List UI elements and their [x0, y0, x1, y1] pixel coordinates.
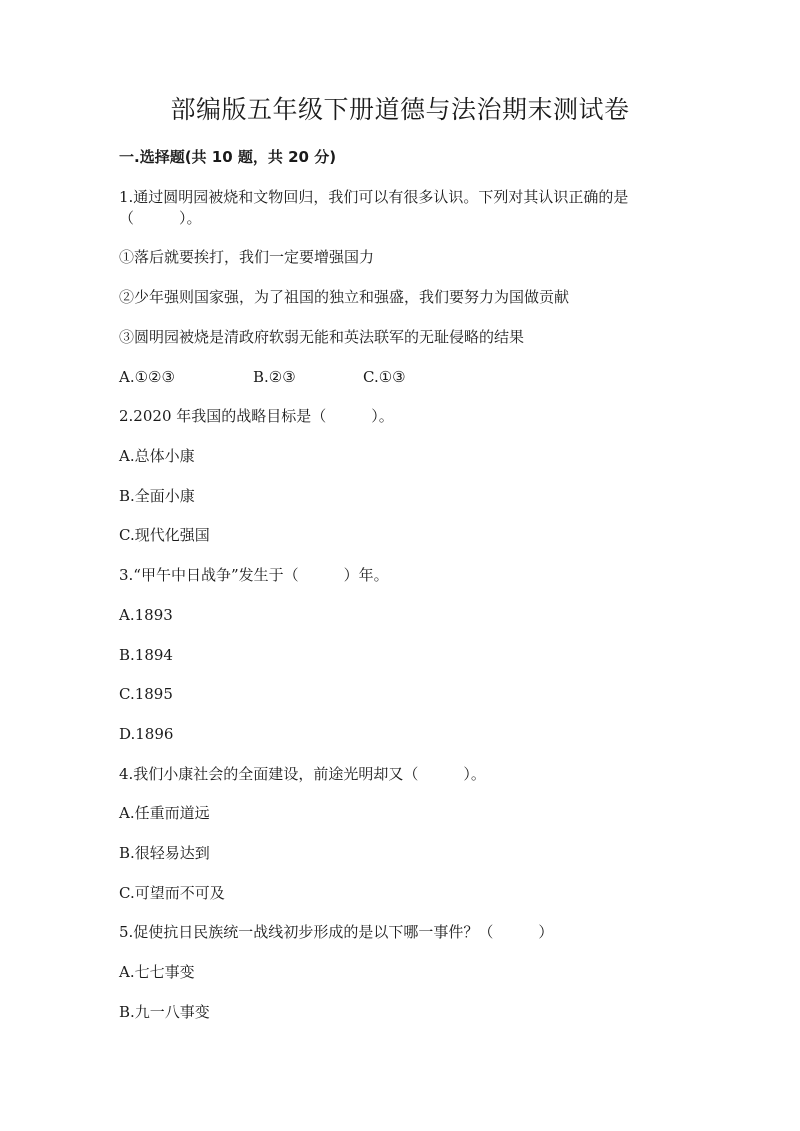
question-2-option-c: C.现代化强国	[119, 526, 210, 544]
question-3-option-d: D.1896	[119, 725, 174, 743]
question-1-statement-2: ②少年强则国家强，为了祖国的独立和强盛，我们要努力为国做贡献	[119, 288, 570, 306]
question-3-stem: 3.“甲午中日战争”发生于（ ）年。	[119, 566, 389, 584]
question-3-option-a: A.1893	[119, 606, 173, 624]
page-title: 部编版五年级下册道德与法治期末测试卷	[170, 95, 630, 124]
question-1-option-b: B.②③	[253, 368, 296, 386]
question-2-stem: 2.2020 年我国的战略目标是（ ）。	[119, 407, 394, 425]
question-4-option-a: A.任重而道远	[119, 804, 210, 822]
question-5-option-a: A.七七事变	[119, 963, 195, 981]
question-5-stem: 5.促使抗日民族统一战线初步形成的是以下哪一事件？（ ）	[119, 923, 554, 941]
question-2-option-a: A.总体小康	[119, 447, 195, 465]
question-2-option-b: B.全面小康	[119, 487, 195, 505]
question-4-option-b: B.很轻易达到	[119, 844, 210, 862]
question-4-option-c: C.可望而不可及	[119, 884, 225, 902]
section-heading: 一.选择题(共 10 题，共 20 分)	[119, 148, 337, 166]
question-3-option-c: C.1895	[119, 685, 173, 703]
question-1-option-c: C.①③	[363, 368, 406, 386]
question-1-option-a: A.①②③	[119, 368, 175, 386]
question-3-option-b: B.1894	[119, 646, 173, 664]
question-5-option-b: B.九一八事变	[119, 1003, 210, 1021]
question-1-stem: 1.通过圆明园被烧和文物回归，我们可以有很多认识。下列对其认识正确的是	[119, 188, 629, 206]
question-1-statement-3: ③圆明园被烧是清政府软弱无能和英法联军的无耻侵略的结果	[119, 328, 525, 346]
question-1-statement-1: ①落后就要挨打，我们一定要增强国力	[119, 248, 375, 266]
question-1-options	[119, 366, 406, 388]
question-1-stem-blank: （ ）。	[119, 209, 202, 227]
question-4-stem: 4.我们小康社会的全面建设，前途光明却又（ ）。	[119, 765, 486, 783]
